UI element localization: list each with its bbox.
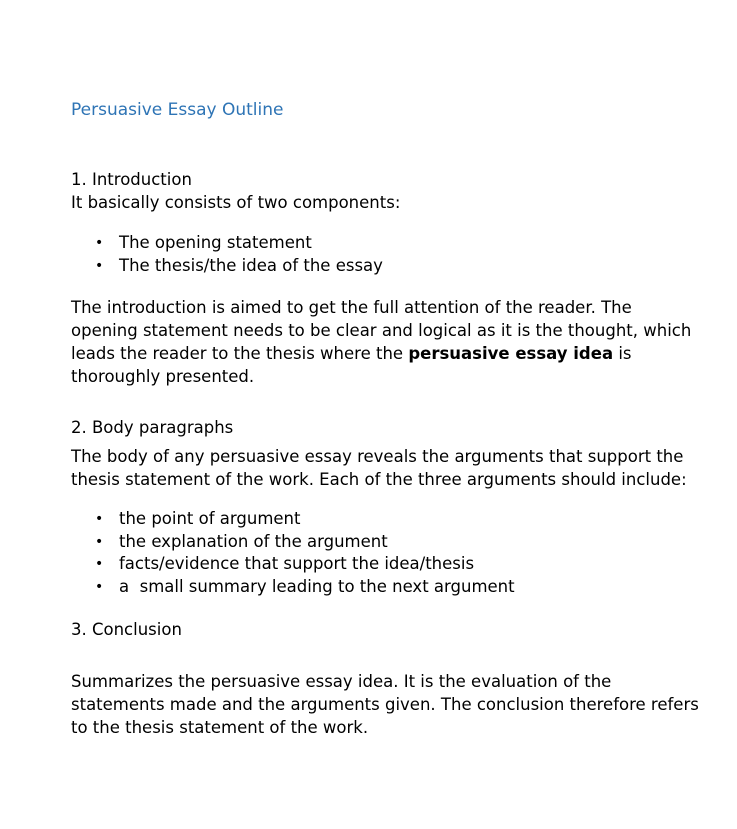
bullet-icon: • (95, 556, 104, 572)
list-item: • facts/evidence that support the idea/thesis (71, 553, 701, 576)
introduction-section (71, 168, 701, 214)
bullet-icon: • (95, 257, 104, 274)
list-item: • The opening statement (71, 232, 701, 255)
bullet-icon: • (95, 235, 104, 251)
introduction-bullet-list (71, 232, 701, 277)
list-item: • the point of argument (71, 508, 701, 531)
list-item: • the explanation of the argument (71, 531, 701, 554)
conclusion-section (71, 618, 701, 641)
bullet-icon: • (95, 578, 104, 595)
persuasive-essay-idea-emphasis: persuasive essay idea (408, 344, 614, 363)
introduction-heading: 1. Introduction (71, 170, 192, 189)
body-paragraphs-heading: 2. Body paragraphs (71, 418, 234, 437)
conclusion-heading: 3. Conclusion (71, 620, 182, 639)
introduction-lead: It basically consists of two components: (71, 193, 401, 212)
conclusion-paragraph: Summarizes the persuasive essay idea. It is the evaluation of the statements made and the arguments given. The conclusion therefore refers to the thesis statement of the work. (71, 672, 699, 737)
bullet-icon: • (95, 533, 104, 550)
body-bullet-list (71, 508, 701, 598)
body-paragraphs-section (71, 416, 701, 439)
bullet-icon: • (95, 511, 104, 527)
list-item: • The thesis/the idea of the essay (71, 255, 701, 278)
document-title: Persuasive Essay Outline (71, 100, 284, 120)
introduction-paragraph: The introduction is aimed to get the full attention of the reader. The opening statement needs to be clear and logical as it is the thought, which leads the reader to the thesis where the persuasive essay idea is thoroughly presented. (71, 298, 692, 386)
body-paragraphs-lead: The body of any persuasive essay reveals the arguments that support the thesis statement of the work. Each of the three arguments should include: (71, 447, 687, 489)
list-item: • a small summary leading to the next argument (71, 576, 701, 599)
